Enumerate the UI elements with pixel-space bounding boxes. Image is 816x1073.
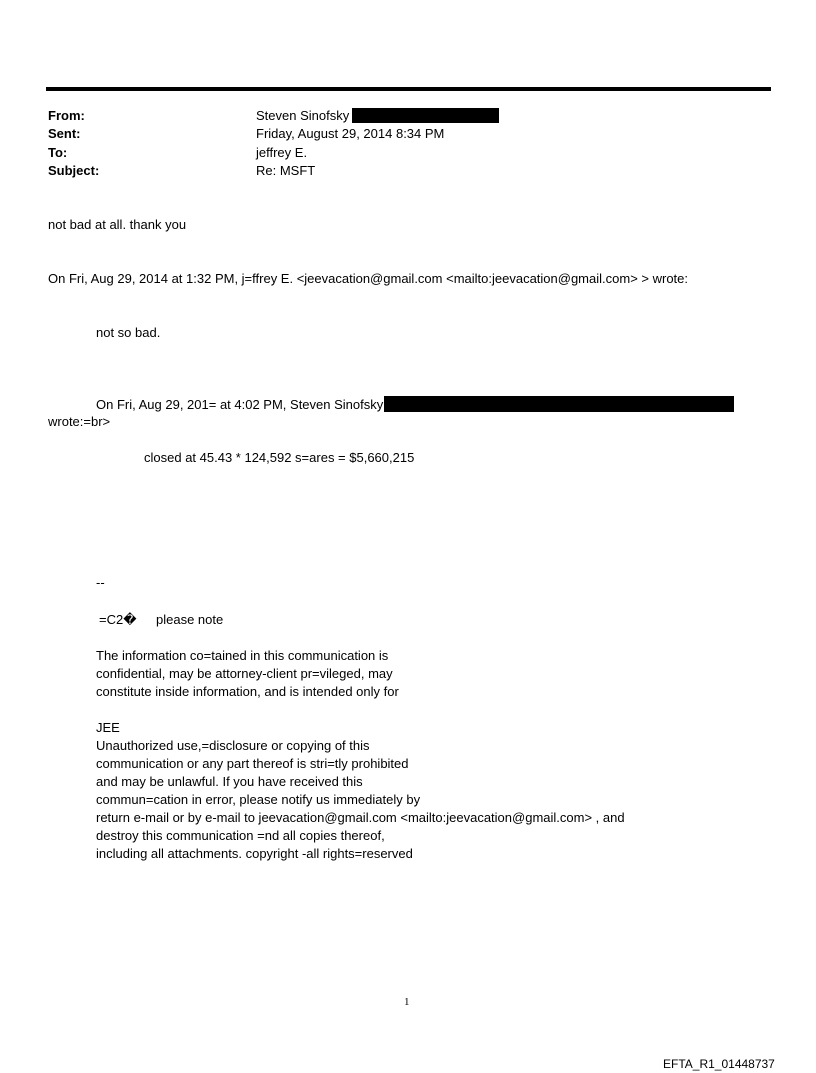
signature-note: please note [156,612,224,627]
quote1-header: On Fri, Aug 29, 2014 at 1:32 PM, j=ffrey E. <jeevacation@gmail.com <mailto:jeevacation@gmail.com> > wrote: [48,271,688,286]
signature-separator: -- [96,575,105,590]
disclaimer-line: return e-mail or by e-mail to jeevacation@gmail.com <mailto:jeevacation@gmail.com> , and [96,810,625,825]
sent-label: Sent: [48,126,81,141]
quote2-header: On Fri, Aug 29, 201= at 4:02 PM, Steven Sinofsky [96,397,384,412]
disclaimer-line: including all attachments. copyright -all rights=reserved [96,846,413,861]
bates-number: EFTA_R1_01448737 [663,1057,775,1071]
to-label: To: [48,145,68,160]
quote2-text: closed at 45.43 * 124,592 s=ares = $5,660,215 [144,450,415,465]
signature-jee: JEE [96,720,120,735]
disclaimer-line: The information co=tained in this communication is [96,648,389,663]
quote2-header-cont: wrote:=br> [48,414,111,429]
disclaimer-line: Unauthorized use,=disclosure or copying of this [96,738,370,753]
reply-text: not bad at all. thank you [48,217,187,232]
to-value: jeffrey E. [256,145,308,160]
signature-note-prefix: =C2� [99,612,137,627]
disclaimer-line: communication or any part thereof is stri=tly prohibited [96,756,409,771]
disclaimer-line: constitute inside information, and is intended only for [96,684,399,699]
disclaimer-line: confidential, may be attorney-client pr=vileged, may [96,666,393,681]
from-label: From: [48,108,85,123]
sent-value: Friday, August 29, 2014 8:34 PM [256,126,445,141]
subject-label: Subject: [48,163,100,178]
disclaimer-line: destroy this communication =nd all copies thereof, [96,828,385,843]
header-rule [46,87,771,91]
page-number: 1 [404,996,410,1008]
from-value: Steven Sinofsky [256,108,350,123]
disclaimer-line: commun=cation in error, please notify us immediately by [96,792,421,807]
subject-value: Re: MSFT [256,163,316,178]
quote1-text: not so bad. [96,325,161,340]
disclaimer-line: and may be unlawful. If you have received this [96,774,363,789]
redaction-bar [352,108,499,123]
redaction-bar [384,396,734,412]
